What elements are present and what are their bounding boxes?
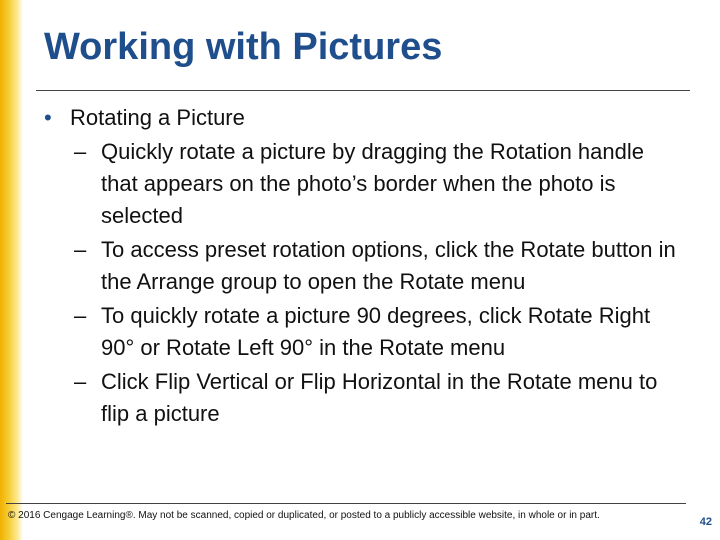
sub-bullet-marker: – (74, 139, 87, 164)
sub-bullet-item (74, 366, 684, 430)
bullet-text: Rotating a Picture (70, 105, 245, 130)
sub-bullet-marker: – (74, 369, 87, 394)
left-accent-stripe (0, 0, 23, 540)
bullet-item (44, 102, 684, 134)
sub-bullet-item (74, 300, 684, 364)
sub-bullet-text: To quickly rotate a picture 90 degrees, click Rotate Right 90° or Rotate Left 90° in the Rotate menu (101, 303, 651, 360)
title-divider (36, 90, 690, 91)
copyright-notice: © 2016 Cengage Learning®. May not be scanned, copied or duplicated, or posted to a publicly accessible website, in whole or in part. (8, 510, 600, 521)
sub-bullet-text: To access preset rotation options, click the Rotate button in the Arrange group to open the Rotate menu (101, 237, 676, 294)
page-number: 42 (699, 516, 712, 528)
bullet-marker: • (44, 105, 52, 130)
slide-title: Working with Pictures (44, 26, 443, 68)
sub-bullet-marker: – (74, 303, 87, 328)
slide-content (44, 102, 684, 430)
footer-divider (6, 503, 686, 504)
sub-bullet-text: Quickly rotate a picture by dragging the Rotation handle that appears on the photo’s border when the photo is selected (101, 139, 644, 228)
sub-bullet-item (74, 234, 684, 298)
sub-bullet-marker: – (74, 237, 87, 262)
sub-bullet-text: Click Flip Vertical or Flip Horizontal in the Rotate menu to flip a picture (101, 369, 658, 426)
sub-bullet-item (74, 136, 684, 232)
